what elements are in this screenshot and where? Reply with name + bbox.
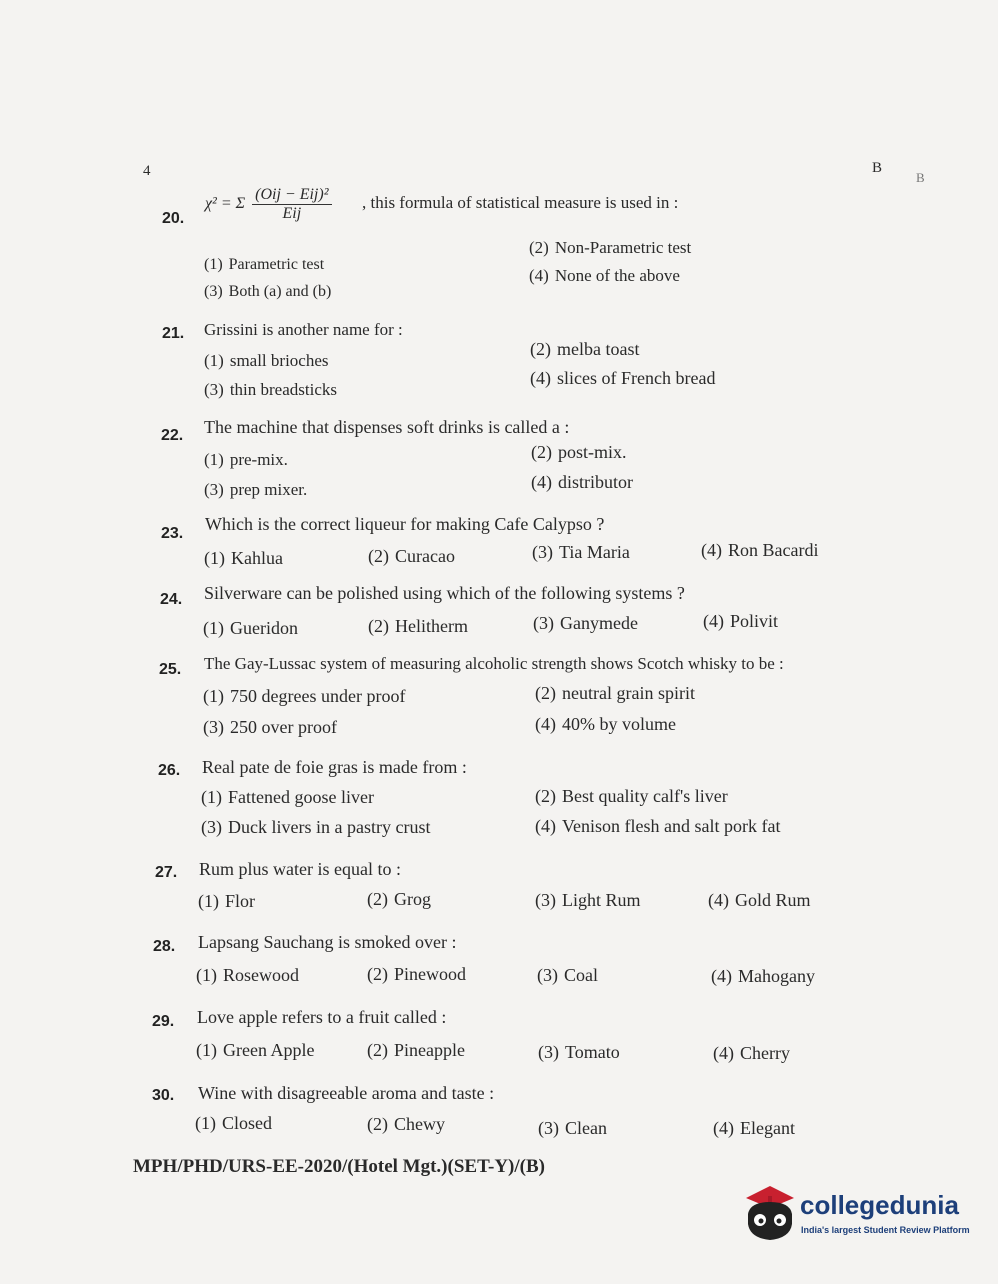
option-text: Closed [222,1113,273,1133]
formula-lhs: χ² = Σ [205,195,246,213]
option-text: Gold Rum [735,890,811,910]
option-text: Flor [225,891,256,911]
option [531,472,633,493]
option [198,891,255,912]
option-number: (1) [196,1040,217,1060]
option-text: Elegant [740,1118,795,1138]
option-text: Cherry [740,1043,790,1063]
option-text: small brioches [229,351,329,370]
option [531,442,627,463]
option-number: (1) [203,618,224,638]
collegedunia-logo [740,1180,970,1250]
option [713,1043,790,1064]
option-number: (4) [531,472,552,492]
option-text: distributor [558,472,633,492]
option [535,786,728,807]
question-number: 25. [159,661,182,678]
option [368,546,455,567]
option-number: (3) [538,1118,559,1138]
option-number: (1) [198,891,219,911]
option-number: (1) [204,351,224,370]
option-number: (3) [204,480,224,499]
option [201,817,430,838]
option [204,480,307,500]
option-number: (1) [204,450,224,469]
option-text: Clean [565,1118,607,1138]
option-number: (4) [701,540,722,560]
option [204,256,324,274]
option-number: (1) [203,686,224,706]
set-mark: B [872,160,883,176]
option-text: post-mix. [558,442,627,462]
option-number: (4) [713,1043,734,1063]
option-text: Pineapple [394,1040,465,1060]
option-number: (4) [708,890,729,910]
option-text: Tomato [565,1042,620,1062]
option [530,368,715,389]
option-number: (4) [535,714,556,734]
question-number: 28. [153,938,176,955]
logo-tagline: India's largest Student Review Platform [801,1225,970,1235]
option-number: (3) [532,542,553,562]
option-text: melba toast [557,339,640,359]
option-text: slices of French bread [557,368,716,388]
option-number: (3) [201,817,222,837]
question-text: Love apple refers to a fruit called : [197,1007,447,1027]
option [196,1040,314,1061]
option-text: Curacao [395,546,455,566]
option-number: (4) [529,266,549,285]
option [532,542,630,563]
option-number: (4) [703,611,724,631]
question-text: Lapsang Sauchang is smoked over : [198,932,457,952]
option-text: neutral grain spirit [562,683,695,703]
option [204,548,283,569]
option [535,683,695,704]
option-number: (4) [535,816,556,836]
question-number: 24. [160,591,183,608]
option-number: (1) [204,548,225,568]
option-text: Green Apple [223,1040,315,1060]
option [535,816,780,837]
question-text: The Gay-Lussac system of measuring alcoholic strength shows Scotch whisky to be : [204,654,784,673]
question-number: 21. [162,325,185,342]
option-text: Coal [564,965,598,985]
option-text: 40% by volume [562,714,676,734]
question-text: Rum plus water is equal to : [199,859,401,879]
option [711,966,815,987]
question-number: 29. [152,1013,175,1030]
option-text: pre-mix. [229,450,288,469]
option-number: (2) [535,786,556,806]
option-text: Rosewood [223,965,299,985]
option [368,616,468,637]
option-text: Polivit [730,611,779,631]
option-text: Ron Bacardi [728,540,819,560]
option-text: thin breadsticks [229,380,337,399]
option [538,1118,607,1139]
option [530,339,639,360]
option [708,890,811,911]
option-text: 250 over proof [230,717,337,737]
question-text: Real pate de foie gras is made from : [202,757,467,777]
question-text: Which is the correct liqueur for making Cafe Calypso ? [205,514,605,534]
option-number: (3) [204,380,224,399]
option [533,613,638,634]
chi-square-formula [205,186,335,223]
mascot-icon [740,1180,798,1244]
option [196,965,299,986]
option [204,450,288,470]
formula-denominator: Eij [282,205,302,222]
option-text: Parametric test [228,256,325,273]
question-number: 30. [152,1087,175,1104]
question-text: Wine with disagreeable aroma and taste : [198,1083,495,1103]
option-text: Best quality calf's liver [562,786,728,806]
option-text: None of the above [554,266,680,285]
option-text: Ganymede [560,613,638,633]
option [529,238,691,258]
option-number: (2) [367,889,388,909]
formula-numerator: (Oij − Eij)² [252,186,331,205]
option-text: Non-Parametric test [554,238,692,257]
option-text: Light Rum [562,890,641,910]
option-text: Venison flesh and salt pork fat [562,816,781,836]
option-number: (2) [530,339,551,359]
option-text: Both (a) and (b) [228,283,332,300]
option [203,717,337,738]
option-text: Grog [394,889,431,909]
option-number: (2) [529,238,549,257]
option [195,1113,272,1134]
option-text: 750 degrees under proof [230,686,406,706]
option-number: (1) [196,965,217,985]
question-number: 27. [155,864,178,881]
page-number: 4 [143,163,151,179]
footer-code: MPH/PHD/URS-EE-2020/(Hotel Mgt.)(SET-Y)/(B) [133,1156,545,1177]
option [367,889,431,910]
option [204,380,337,400]
option-number: (3) [533,613,554,633]
option-number: (3) [535,890,556,910]
option [535,714,676,735]
option-number: (1) [204,256,223,273]
set-mark-faint: B [916,170,925,185]
option [538,1042,620,1063]
option-text: prep mixer. [229,480,308,499]
option-number: (3) [204,283,223,300]
option [203,686,405,707]
option-text: Pinewood [394,964,466,984]
question-text: Silverware can be polished using which of the following systems ? [204,583,685,603]
option-number: (3) [538,1042,559,1062]
option-text: Chewy [394,1114,445,1134]
option [367,1040,465,1061]
option-number: (4) [713,1118,734,1138]
question-text: , this formula of statistical measure is used in : [362,193,679,212]
option-number: (2) [535,683,556,703]
option [201,787,374,808]
question-number: 23. [161,525,184,542]
logo-name: collegedunia [800,1190,959,1220]
option [537,965,598,986]
option-number: (4) [530,368,551,388]
question-text: The machine that dispenses soft drinks is called a : [204,417,570,437]
question-number: 26. [158,762,181,779]
option [367,964,466,985]
option [713,1118,795,1139]
option-number: (2) [368,616,389,636]
option-number: (1) [201,787,222,807]
option-number: (3) [203,717,224,737]
question-text: Grissini is another name for : [204,320,403,339]
option-text: Duck livers in a pastry crust [228,817,431,837]
question-number: 20. [162,210,185,227]
option-number: (3) [537,965,558,985]
option-number: (2) [367,1114,388,1134]
option [703,611,778,632]
option [529,266,680,286]
option-text: Kahlua [231,548,283,568]
option-number: (2) [531,442,552,462]
option [701,540,818,561]
formula-fraction [252,186,331,223]
option-number: (2) [367,964,388,984]
option-number: (4) [711,966,732,986]
option-text: Fattened goose liver [228,787,374,807]
option-number: (1) [195,1113,216,1133]
option-text: Mahogany [738,966,815,986]
option [203,618,298,639]
question-number: 22. [161,427,184,444]
option [535,890,641,911]
option-text: Helitherm [395,616,468,636]
option-number: (2) [368,546,389,566]
option-number: (2) [367,1040,388,1060]
option-text: Tia Maria [559,542,630,562]
option [204,351,329,371]
option [367,1114,445,1135]
option [204,283,331,301]
option-text: Gueridon [230,618,298,638]
